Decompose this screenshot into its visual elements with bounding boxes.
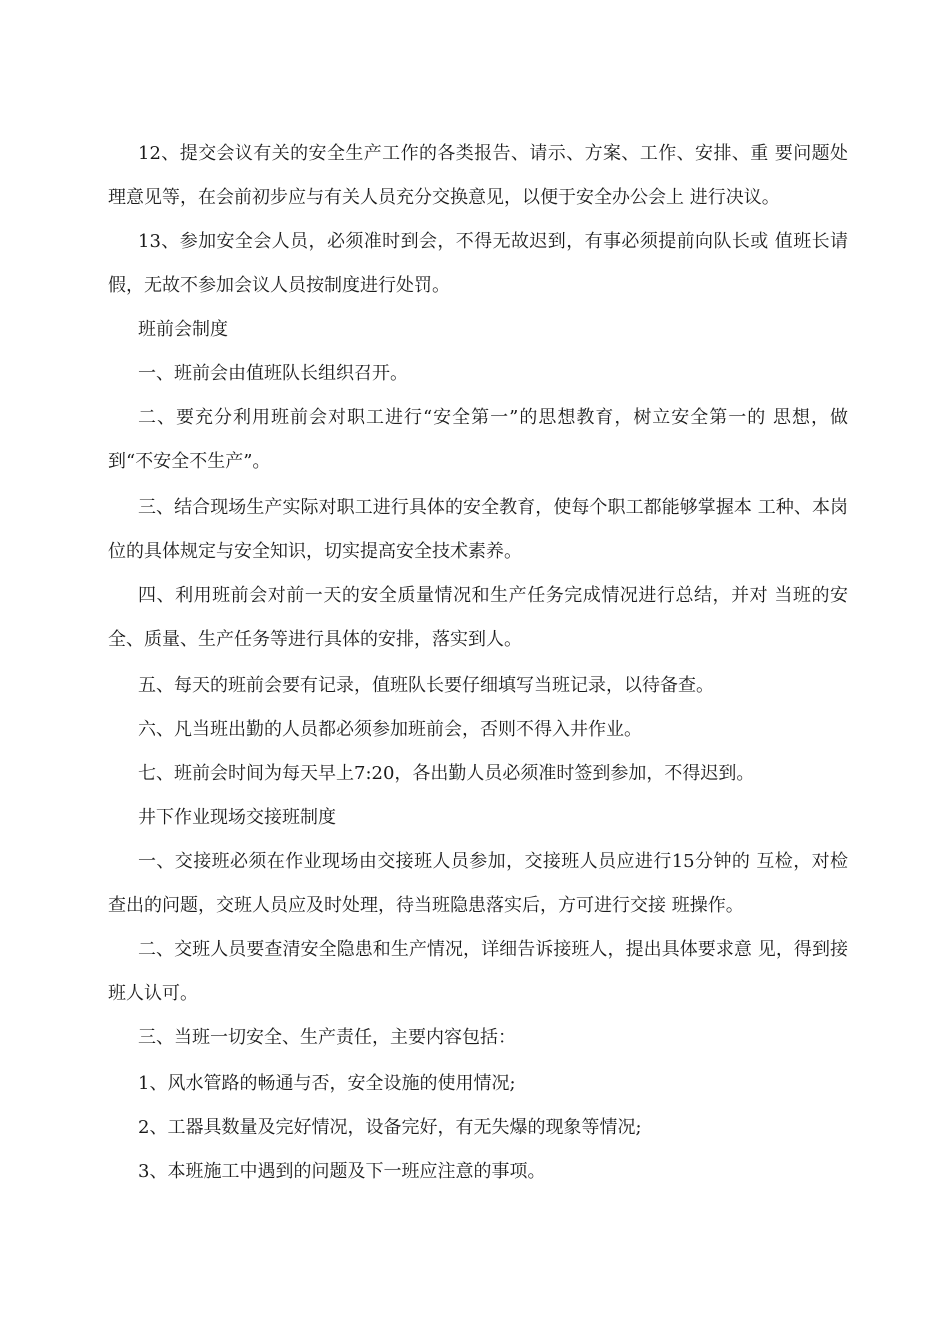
paragraph-pre-shift-2: 二、要充分利用班前会对职工进行“安全第一”的思想教育，树立安全第一的 思想，做到“不安全不生产”。	[108, 407, 848, 472]
list-item-1: 1、风水管路的畅通与否，安全设施的使用情况;	[138, 1073, 516, 1094]
paragraph-pre-shift-3: 三、结合现场生产实际对职工进行具体的安全教育，使每个职工都能够掌握本 工种、本岗位的具体规定与安全知识，切实提高安全技术素养。	[108, 497, 848, 562]
paragraph-handover-1: 一、交接班必须在作业现场由交接班人员参加，交接班人员应进行15分钟的 互检，对检查出的问题，交班人员应及时处理，待当班隐患落实后，方可进行交接 班操作。	[108, 851, 848, 916]
paragraph-pre-shift-5: 五、每天的班前会要有记录，值班队长要仔细填写当班记录，以待备查。	[138, 675, 714, 696]
paragraph-pre-shift-1: 一、班前会由值班队长组织召开。	[138, 363, 408, 384]
section-heading-pre-shift-meeting: 班前会制度	[138, 319, 228, 340]
paragraph-pre-shift-7: 七、班前会时间为每天早上7:20，各出勤人员必须准时签到参加，不得迟到。	[138, 763, 755, 784]
paragraph-item-12: 12、提交会议有关的安全生产工作的各类报告、请示、方案、工作、安排、重 要问题处理意见等，在会前初步应与有关人员充分交换意见，以便于安全办公会上 进行决议。	[108, 143, 848, 208]
paragraph-handover-3: 三、当班一切安全、生产责任，主要内容包括：	[138, 1027, 516, 1048]
list-item-3: 3、本班施工中遇到的问题及下一班应注意的事项。	[138, 1161, 546, 1182]
paragraph-pre-shift-6: 六、凡当班出勤的人员都必须参加班前会，否则不得入井作业。	[138, 719, 642, 740]
paragraph-handover-2: 二、交班人员要查清安全隐患和生产情况，详细告诉接班人，提出具体要求意 见，得到接班人认可。	[108, 939, 848, 1004]
section-heading-shift-handover: 井下作业现场交接班制度	[138, 807, 336, 828]
paragraph-item-13: 13、参加安全会人员，必须准时到会，不得无故迟到，有事必须提前向队长或 值班长请假，无故不参加会议人员按制度进行处罚。	[108, 231, 848, 296]
paragraph-pre-shift-4: 四、利用班前会对前一天的安全质量情况和生产任务完成情况进行总结，并对 当班的安全、质量、生产任务等进行具体的安排，落实到人。	[108, 585, 848, 650]
list-item-2: 2、工器具数量及完好情况，设备完好，有无失爆的现象等情况;	[138, 1117, 642, 1138]
